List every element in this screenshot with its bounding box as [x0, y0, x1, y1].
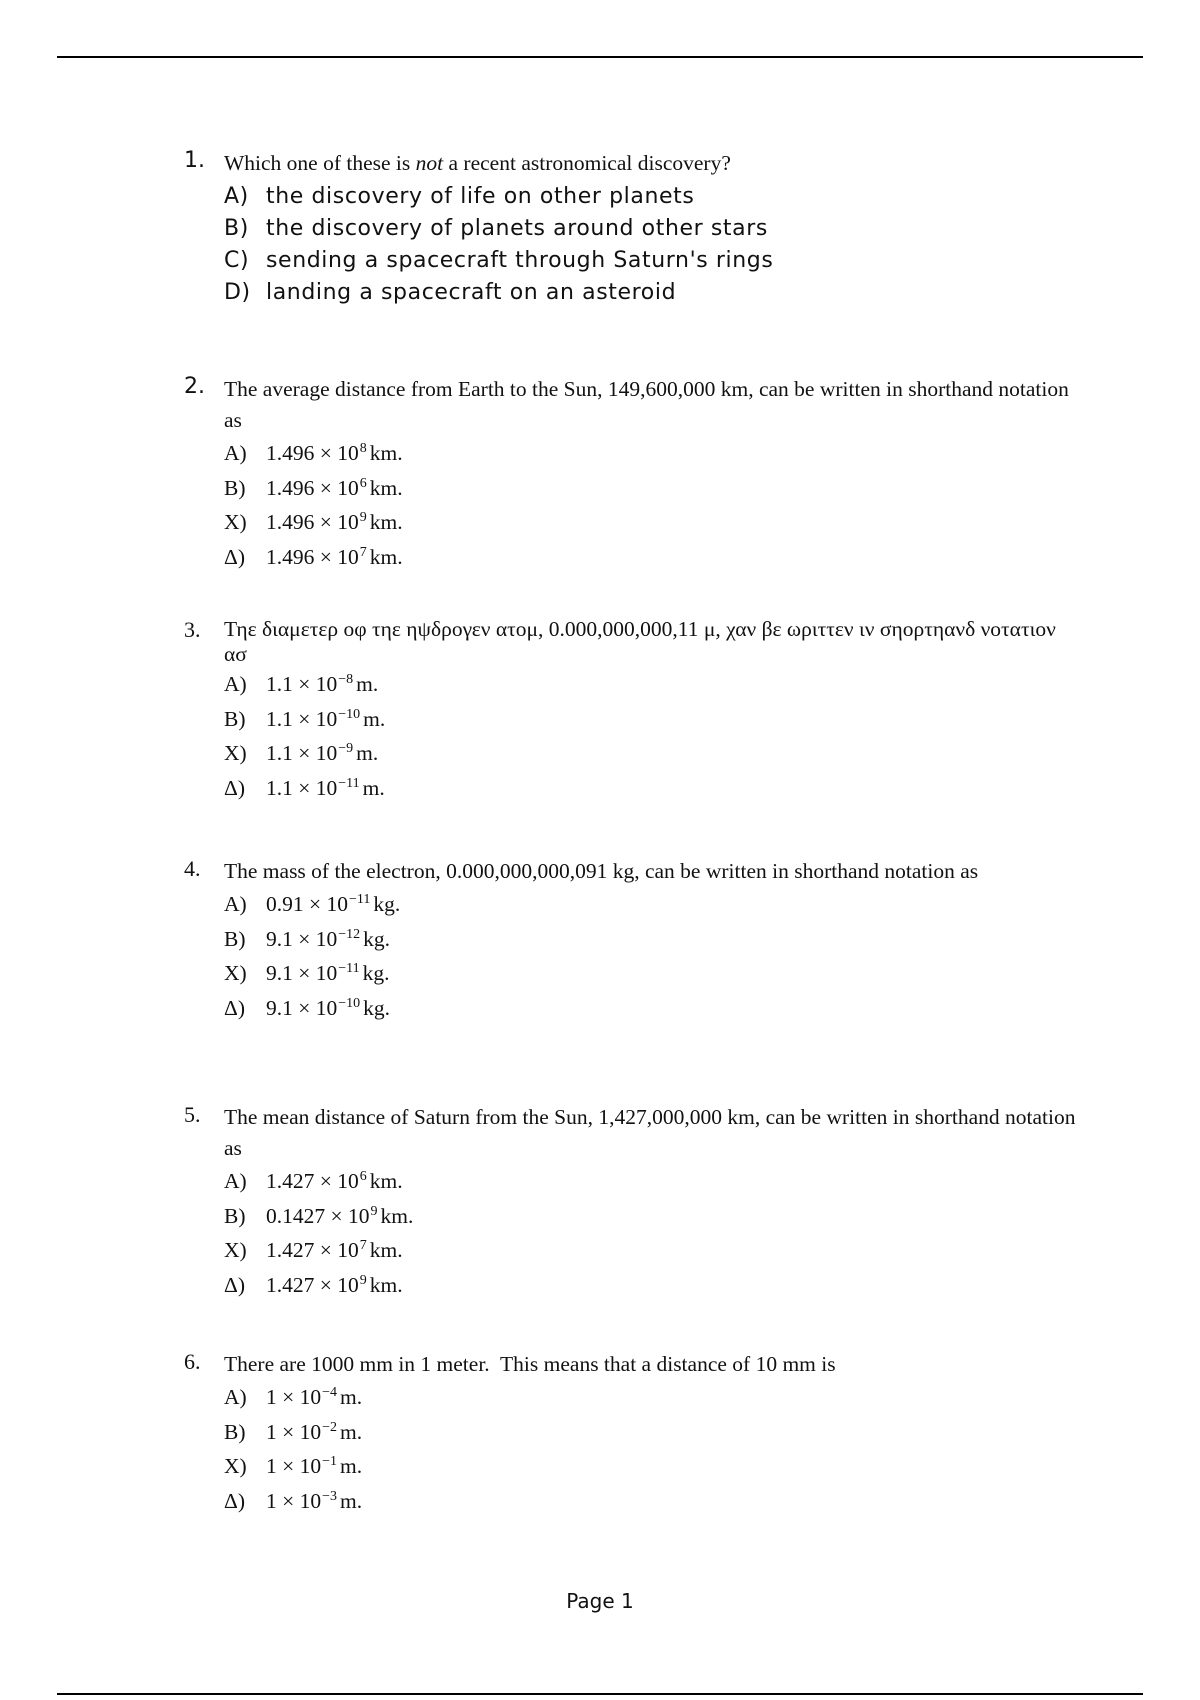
answer-option-a[interactable]: A) 1.496 × 10 $^8$ km.: [224, 441, 403, 465]
answer-option-b[interactable]: B) the discovery of planets around other stars: [224, 216, 768, 241]
question-text: The mass of the electron, 0.000,000,000,091 kg, can be written in shorthand notation as: [224, 859, 979, 883]
answer-option-x[interactable]: X) 9.1 × 10 $^{-11}$ kg.: [224, 961, 390, 985]
question-number: 5.: [184, 1102, 201, 1127]
question-2: [184, 374, 1084, 574]
answer-option-b[interactable]: B) 1 × 10 $^{-2}$ m.: [224, 1419, 363, 1444]
answer-option-b[interactable]: B) 1.1 × 10 $^{-10}$ m.: [224, 706, 386, 731]
question-4: [184, 856, 1084, 1025]
answer-option-x[interactable]: X) 1 × 10 $^{-1}$ m.: [224, 1454, 363, 1478]
answer-option-c[interactable]: C) sending a spacecraft through Saturn's rings: [224, 248, 774, 273]
answer-option-delta[interactable]: Δ) 1 × 10 $^{-3}$ m.: [224, 1488, 363, 1513]
question-3: [184, 617, 1084, 805]
question-number: 3.: [184, 617, 201, 642]
answer-option-delta[interactable]: Δ) 1.496 × 10 $^7$ km.: [224, 544, 403, 569]
question-6: [184, 1349, 1084, 1518]
question-text: Which one of these is not a recent astronomical discovery?: [224, 151, 731, 175]
question-text: The average distance from Earth to the Sun, 149,600,000 km, can be written in shorthand notation as: [224, 377, 1069, 432]
page-number: Page 1: [566, 1589, 634, 1613]
answer-options: [224, 181, 1084, 309]
answer-option-b[interactable]: B) 9.1 × 10 $^{-12}$ kg.: [224, 926, 391, 951]
answer-option-b[interactable]: B) 0.1427 × 10 $^9$ km.: [224, 1203, 414, 1228]
question-number: 2.: [184, 374, 205, 399]
question-1: [184, 148, 1084, 309]
emphasis: not: [415, 151, 444, 175]
question-number: 1.: [184, 148, 205, 173]
question-text: The mean distance of Saturn from the Sun, 1,427,000,000 km, can be written in shorthand notation as: [224, 1105, 1076, 1160]
answer-option-x[interactable]: X) 1.496 × 10 $^9$ km.: [224, 510, 403, 534]
question-number: 4.: [184, 856, 201, 881]
answer-options: [224, 667, 1084, 805]
answer-option-a[interactable]: A) 1.1 × 10 $^{-8}$ m.: [224, 672, 379, 696]
answer-option-d[interactable]: D) landing a spacecraft on an asteroid: [224, 280, 677, 305]
question-number: 6.: [184, 1349, 201, 1374]
answer-option-b[interactable]: B) 1.496 × 10 $^6$ km.: [224, 475, 403, 500]
answer-options: [224, 1164, 1084, 1302]
answer-option-delta[interactable]: Δ) 9.1 × 10 $^{-10}$ kg.: [224, 995, 391, 1020]
answer-option-x[interactable]: X) 1.427 × 10 $^7$ km.: [224, 1238, 403, 1262]
question-5: [184, 1102, 1084, 1302]
question-text: There are 1000 mm in 1 meter. This means that a distance of 10 mm is: [224, 1352, 836, 1376]
bottom-rule: [57, 1693, 1143, 1695]
answer-options: [224, 1380, 1084, 1518]
answer-option-a[interactable]: A) the discovery of life on other planets: [224, 184, 695, 209]
question-text: Τηε διαμετερ οφ τηε ηψδρογεν ατομ, 0.000,000,000,11 μ, χαν βε ωριττεν ιν σηορτηανδ νοτατιον ασ: [224, 617, 1056, 666]
answer-option-a[interactable]: A) 1.427 × 10 $^6$ km.: [224, 1169, 403, 1193]
answer-options: [224, 887, 1084, 1025]
answer-option-a[interactable]: A) 0.91 × 10 $^{-11}$ kg.: [224, 892, 401, 916]
answer-option-delta[interactable]: Δ) 1.427 × 10 $^9$ km.: [224, 1272, 403, 1297]
answer-option-a[interactable]: A) 1 × 10 $^{-4}$ m.: [224, 1385, 363, 1409]
top-rule: [57, 56, 1143, 58]
answer-option-x[interactable]: X) 1.1 × 10 $^{-9}$ m.: [224, 741, 379, 765]
answer-option-delta[interactable]: Δ) 1.1 × 10 $^{-11}$ m.: [224, 775, 385, 800]
answer-options: [224, 436, 1084, 574]
